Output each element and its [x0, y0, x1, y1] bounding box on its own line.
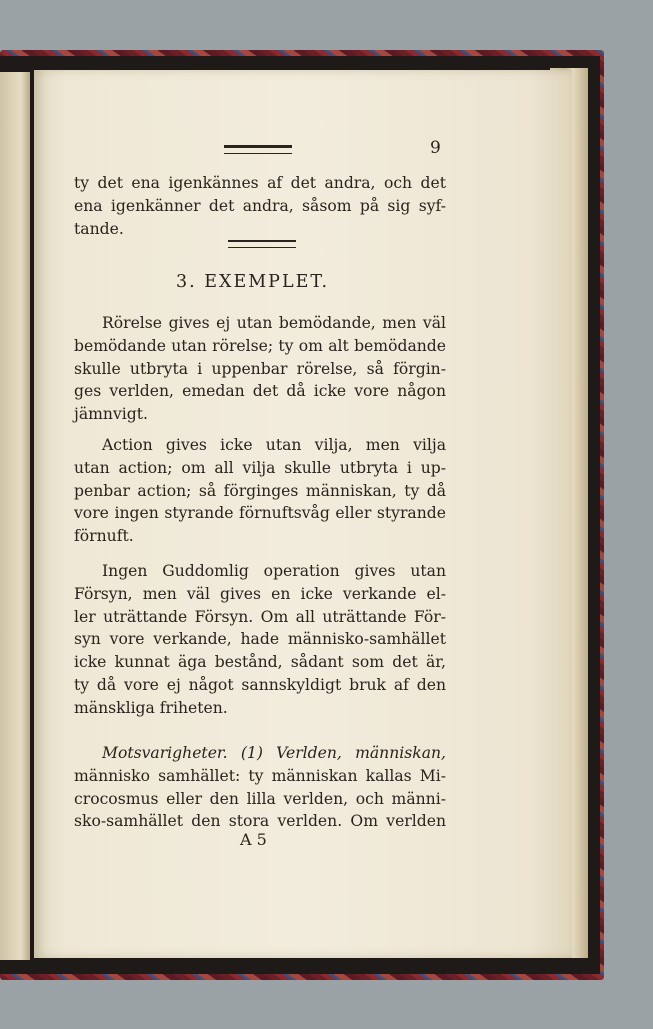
text-line: Ingen Guddomlig operation gives utan	[102, 562, 446, 580]
paragraph-3	[74, 560, 446, 720]
text-line: ty då vore ej något sannskyldigt bruk af den	[74, 675, 446, 694]
text-line: penbar action; så förginges människan, ty då	[74, 481, 446, 500]
intro-paragraph	[74, 172, 446, 240]
text-line: Motsvarigheter. (1) Verlden, människan,	[102, 744, 446, 762]
paragraph-4	[74, 742, 446, 833]
section-heading: 3. EXEMPLET.	[176, 272, 330, 292]
text-line: sko-samhället den stora verlden. Om verlden	[74, 812, 446, 831]
text-line: crocosmus eller den lilla verlden, och männi-	[74, 789, 446, 808]
text-line: mänskliga friheten.	[74, 698, 228, 717]
top-rule	[224, 145, 292, 154]
text-line: vore ingen styrande förnuftsvåg eller styrande	[74, 504, 446, 523]
left-page-edge	[0, 72, 30, 960]
text-line: tande.	[74, 219, 124, 238]
text-line: syn vore verkande, hade människo-samhället	[74, 630, 446, 649]
page-number: 9	[430, 138, 441, 158]
text-line: ges verlden, emedan det då icke vore någon	[74, 382, 446, 401]
text-line: bemödande utan rörelse; ty om alt bemödande	[74, 336, 446, 355]
paragraph-1	[74, 312, 446, 426]
text-line: icke kunnat äga bestånd, sådant som det är,	[74, 653, 446, 672]
signature-mark: A 5	[240, 830, 267, 849]
text-line: Försyn, men väl gives en icke verkande el-	[74, 584, 446, 603]
section-rule	[228, 240, 296, 248]
text-line: ler uträttande Försyn. Om all uträttande För-	[74, 607, 446, 626]
text-line: ty det ena igenkännes af det andra, och det	[74, 174, 446, 192]
text-line: Action gives icke utan vilja, men vilja	[102, 436, 446, 454]
text-line: förnuft.	[74, 527, 134, 546]
text-line: människo samhället: ty människan kallas Mi-	[74, 766, 446, 785]
paragraph-2	[74, 434, 446, 548]
text-line: jämnvigt.	[74, 405, 148, 424]
text-line: ena igenkänner det andra, såsom på sig syf-	[74, 196, 446, 215]
text-line: utan action; om all vilja skulle utbryta i up-	[74, 458, 446, 477]
text-line: skulle utbryta i uppenbar rörelse, så förgin-	[74, 359, 446, 378]
text-line: Rörelse gives ej utan bemödande, men väl	[102, 314, 446, 332]
